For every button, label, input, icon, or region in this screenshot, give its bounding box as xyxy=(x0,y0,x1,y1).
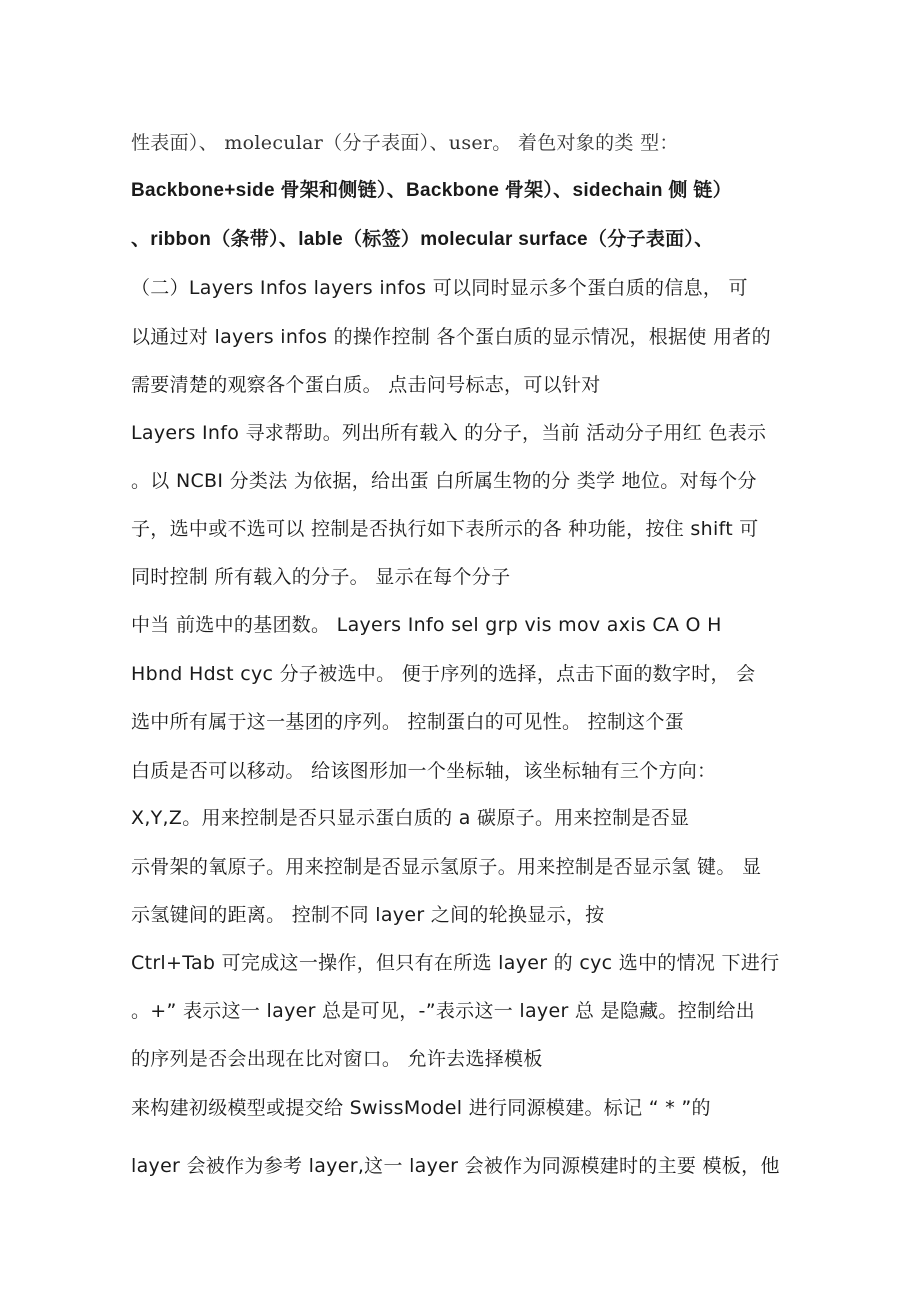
text-line: 白质是否可以移动。 给该图形加一个坐标轴，该坐标轴有三个方向： xyxy=(131,760,717,782)
text-line: 中当 前选中的基团数。 Layers Info sel grp vis mov axis CA O H xyxy=(131,614,722,636)
text-line: 子，选中或不选可以 控制是否执行如下表所示的各 种功能，按住 shift 可 xyxy=(131,518,759,540)
text-line: 来构建初级模型或提交给 SwissModel 进行同源模建。标记 “ * ”的 xyxy=(131,1097,711,1119)
text-line: 性表面）、 molecular（分子表面）、user。 着色对象的类 型： xyxy=(131,132,679,154)
text-line: Ctrl+Tab 可完成这一操作，但只有在所选 layer 的 cyc 选中的情况 下进行 xyxy=(131,952,780,974)
text-line: 需要清楚的观察各个蛋白质。 点击问号标志，可以针对 xyxy=(131,374,601,396)
text-line: 示骨架的氧原子。用来控制是否显示氢原子。用来控制是否显示氢 键。 显 xyxy=(131,856,762,878)
text-line: Backbone+side 骨架和侧链）、Backbone 骨架）、sidechain 侧 链） xyxy=(131,180,732,201)
text-line: layer 会被作为参考 layer,这一 layer 会被作为同源模建时的主要 模板，他 xyxy=(131,1155,780,1177)
text-line: X,Y,Z。用来控制是否只显示蛋白质的 a 碳原子。用来控制是否显 xyxy=(131,807,690,829)
text-line: Hbnd Hdst cyc 分子被选中。 便于序列的选择，点击下面的数字时， 会 xyxy=(131,663,756,685)
text-line: 。以 NCBI 分类法 为依据，给出蛋 白所属生物的分 类学 地位。对每个分 xyxy=(131,470,757,492)
text-line: 同时控制 所有载入的分子。 显示在每个分子 xyxy=(131,566,511,588)
text-line: 选中所有属于这一基团的序列。 控制蛋白的可见性。 控制这个蛋 xyxy=(131,711,685,733)
text-line: （二）Layers Infos layers infos 可以同时显示多个蛋白质的信息， 可 xyxy=(131,277,748,299)
text-line: 的序列是否会出现在比对窗口。 允许去选择模板 xyxy=(131,1048,543,1070)
text-line: 以通过对 layers infos 的操作控制 各个蛋白质的显示情况，根据使 用者的 xyxy=(131,326,771,348)
text-line: 示氢键间的距离。 控制不同 layer 之间的轮换显示，按 xyxy=(131,904,605,926)
text-line: 、ribbon（条带）、lable（标签）molecular surface（分子表面）、 xyxy=(131,229,714,250)
text-line: 。+” 表示这一 layer 总是可见，-”表示这一 layer 总 是隐藏。控制给出 xyxy=(131,1000,755,1022)
text-line: Layers Info 寻求帮助。列出所有载入 的分子，当前 活动分子用红 色表示 xyxy=(131,422,767,444)
